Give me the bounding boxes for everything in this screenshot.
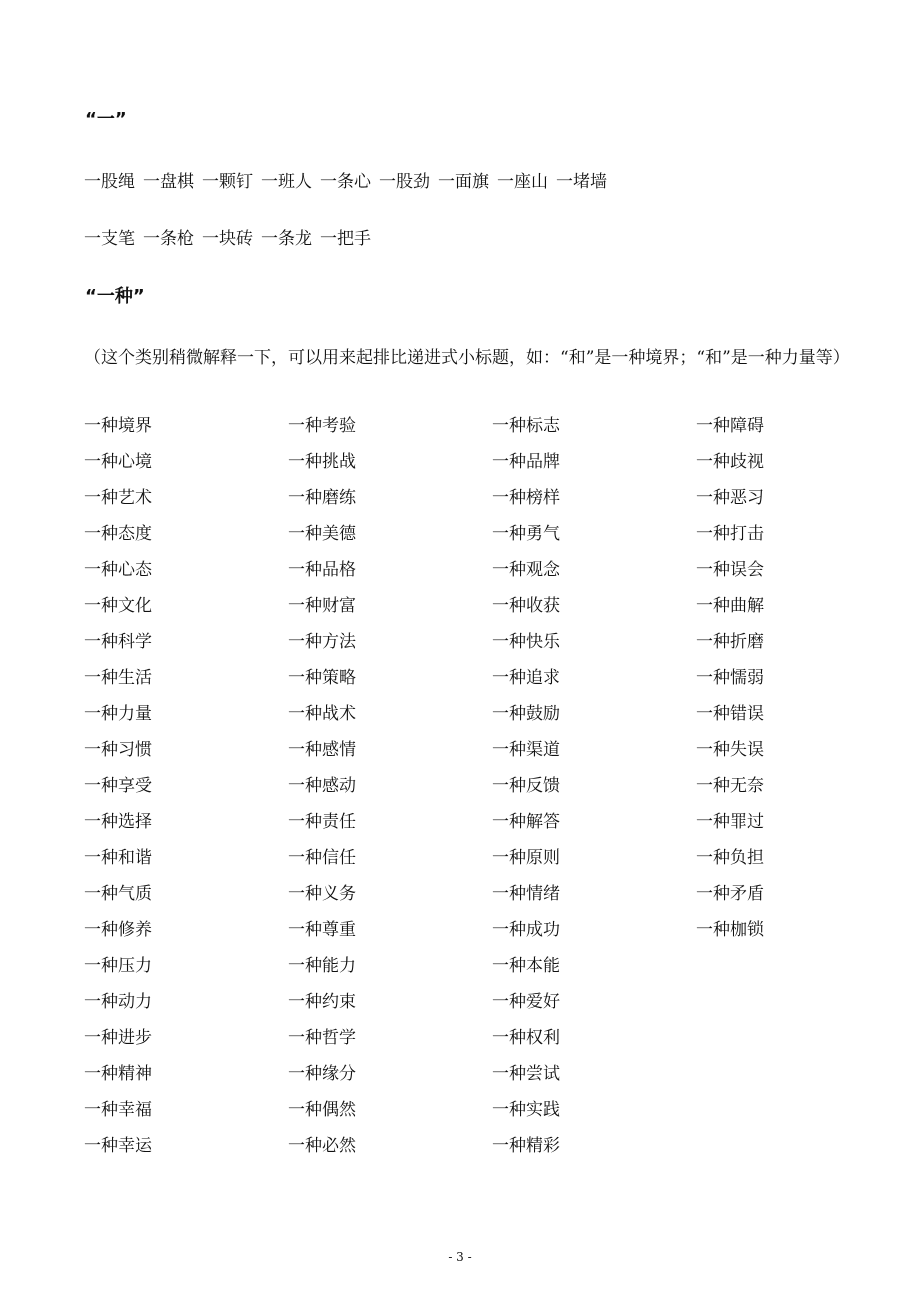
list-item: 一种挑战 (288, 452, 356, 472)
phrase-item: 一条心 (320, 172, 371, 192)
list-item: 一种感动 (288, 776, 356, 796)
list-item: 一种成功 (492, 920, 560, 940)
phrase-item: 一条龙 (261, 229, 312, 249)
list-item: 一种失误 (696, 740, 764, 760)
list-item: 一种歧视 (696, 452, 764, 472)
phrase-line-1 (84, 170, 615, 194)
list-item: 一种误会 (696, 560, 764, 580)
list-item: 一种信任 (288, 848, 356, 868)
list-item: 一种必然 (288, 1136, 356, 1156)
list-item: 一种爱好 (492, 992, 560, 1012)
list-item: 一种矛盾 (696, 884, 764, 904)
list-item: 一种恶习 (696, 488, 764, 508)
phrase-column-2 (288, 414, 468, 1170)
list-item: 一种本能 (492, 956, 560, 976)
phrase-line-2 (84, 227, 379, 251)
list-item: 一种追求 (492, 668, 560, 688)
list-item: 一种偶然 (288, 1100, 356, 1120)
list-item: 一种反馈 (492, 776, 560, 796)
list-item: 一种习惯 (84, 740, 152, 760)
list-item: 一种财富 (288, 596, 356, 616)
list-item: 一种懦弱 (696, 668, 764, 688)
phrase-item: 一条枪 (143, 229, 194, 249)
list-item: 一种哲学 (288, 1028, 356, 1048)
list-item: 一种感情 (288, 740, 356, 760)
list-item: 一种障碍 (696, 416, 764, 436)
list-item: 一种实践 (492, 1100, 560, 1120)
list-item: 一种文化 (84, 596, 152, 616)
list-item: 一种曲解 (696, 596, 764, 616)
section-heading-yi: “一” (85, 109, 127, 130)
list-item: 一种原则 (492, 848, 560, 868)
list-item: 一种标志 (492, 416, 560, 436)
list-item: 一种力量 (84, 704, 152, 724)
section-heading-yizhong: “一种” (85, 286, 145, 307)
list-item: 一种品格 (288, 560, 356, 580)
list-item: 一种枷锁 (696, 920, 764, 940)
list-item: 一种折磨 (696, 632, 764, 652)
page-number: - 3 - (448, 1250, 472, 1264)
list-item: 一种打击 (696, 524, 764, 544)
phrase-item: 一面旗 (438, 172, 489, 192)
list-item: 一种和谐 (84, 848, 152, 868)
list-item: 一种约束 (288, 992, 356, 1012)
list-item: 一种境界 (84, 416, 152, 436)
phrase-item: 一股绳 (84, 172, 135, 192)
list-item: 一种气质 (84, 884, 152, 904)
list-item: 一种方法 (288, 632, 356, 652)
list-item: 一种策略 (288, 668, 356, 688)
list-item: 一种鼓励 (492, 704, 560, 724)
list-item: 一种生活 (84, 668, 152, 688)
list-item: 一种考验 (288, 416, 356, 436)
phrase-item: 一把手 (320, 229, 371, 249)
list-item: 一种责任 (288, 812, 356, 832)
list-item: 一种情绪 (492, 884, 560, 904)
list-item: 一种精神 (84, 1064, 152, 1084)
list-item: 一种选择 (84, 812, 152, 832)
list-item: 一种义务 (288, 884, 356, 904)
list-item: 一种收获 (492, 596, 560, 616)
list-item: 一种幸运 (84, 1136, 152, 1156)
list-item: 一种战术 (288, 704, 356, 724)
phrase-item: 一盘棋 (143, 172, 194, 192)
list-item: 一种无奈 (696, 776, 764, 796)
phrase-column-4 (696, 414, 876, 954)
list-item: 一种进步 (84, 1028, 152, 1048)
list-item: 一种艺术 (84, 488, 152, 508)
explanation-note: （这个类别稍微解释一下，可以用来起排比递进式小标题，如：“和”是一种境界；“和”是一种力量等） (84, 348, 850, 368)
list-item: 一种品牌 (492, 452, 560, 472)
list-item: 一种榜样 (492, 488, 560, 508)
list-item: 一种精彩 (492, 1136, 560, 1156)
phrase-item: 一颗钉 (202, 172, 253, 192)
phrase-item: 一班人 (261, 172, 312, 192)
phrase-item: 一堵墙 (556, 172, 607, 192)
list-item: 一种渠道 (492, 740, 560, 760)
list-item: 一种权利 (492, 1028, 560, 1048)
list-item: 一种修养 (84, 920, 152, 940)
list-item: 一种美德 (288, 524, 356, 544)
list-item: 一种负担 (696, 848, 764, 868)
phrase-item: 一支笔 (84, 229, 135, 249)
phrase-item: 一股劲 (379, 172, 430, 192)
list-item: 一种动力 (84, 992, 152, 1012)
list-item: 一种尝试 (492, 1064, 560, 1084)
list-item: 一种幸福 (84, 1100, 152, 1120)
list-item: 一种科学 (84, 632, 152, 652)
list-item: 一种享受 (84, 776, 152, 796)
list-item: 一种心态 (84, 560, 152, 580)
phrase-column-3 (492, 414, 672, 1170)
phrase-item: 一座山 (497, 172, 548, 192)
list-item: 一种勇气 (492, 524, 560, 544)
list-item: 一种磨练 (288, 488, 356, 508)
list-item: 一种压力 (84, 956, 152, 976)
list-item: 一种快乐 (492, 632, 560, 652)
list-item: 一种尊重 (288, 920, 356, 940)
list-item: 一种观念 (492, 560, 560, 580)
list-item: 一种解答 (492, 812, 560, 832)
phrase-column-1 (84, 414, 264, 1170)
list-item: 一种错误 (696, 704, 764, 724)
phrase-item: 一块砖 (202, 229, 253, 249)
list-item: 一种态度 (84, 524, 152, 544)
list-item: 一种能力 (288, 956, 356, 976)
list-item: 一种罪过 (696, 812, 764, 832)
list-item: 一种缘分 (288, 1064, 356, 1084)
list-item: 一种心境 (84, 452, 152, 472)
